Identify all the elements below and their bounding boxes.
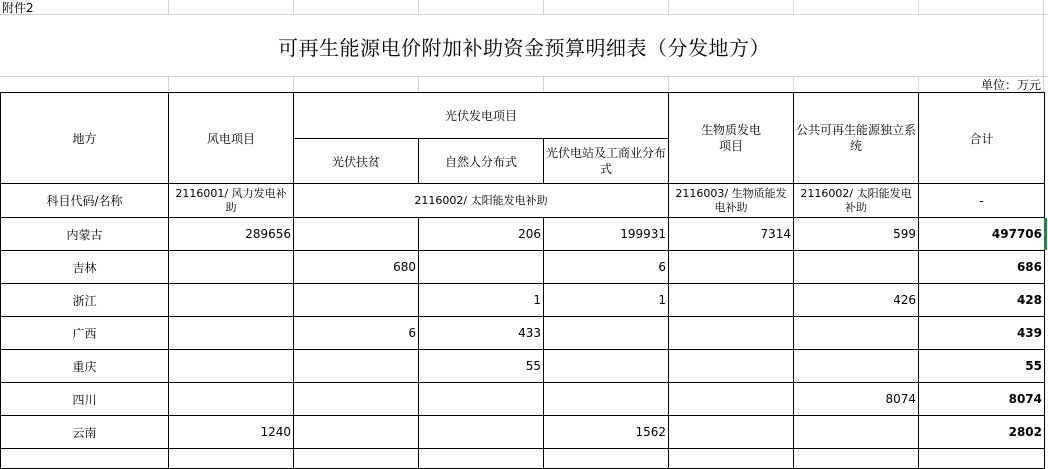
cell-public[interactable]	[794, 317, 919, 350]
header-pv-natural[interactable]: 自然人分布式	[419, 139, 544, 184]
cell-wind[interactable]	[169, 350, 294, 383]
cell-empty[interactable]	[794, 449, 919, 469]
cell-pv-station[interactable]: 6	[544, 251, 669, 284]
cell-biomass[interactable]	[669, 416, 794, 449]
cell-region[interactable]: 浙江	[1, 284, 169, 317]
cell-biomass[interactable]	[669, 284, 794, 317]
unit-label: 单位：万元	[980, 78, 1041, 92]
table-row-partial	[1, 449, 1045, 469]
code-total[interactable]: -	[919, 184, 1045, 218]
cell-wind[interactable]	[169, 317, 294, 350]
code-public[interactable]: 2116002/ 太阳能发电补助	[794, 184, 919, 218]
cell-pv-station[interactable]	[544, 317, 669, 350]
code-row-label[interactable]: 科目代码/名称	[1, 184, 169, 218]
code-pv[interactable]: 2116002/ 太阳能发电补助	[294, 184, 669, 218]
cell-biomass[interactable]	[669, 350, 794, 383]
cell-wind[interactable]	[169, 284, 294, 317]
table-row	[1, 218, 1045, 251]
cell-region[interactable]: 四川	[1, 383, 169, 416]
table-row	[1, 383, 1045, 416]
cell-total[interactable]: 439	[919, 317, 1045, 350]
header-wind[interactable]: 风电项目	[169, 93, 294, 184]
cell-public[interactable]	[794, 350, 919, 383]
table-row	[1, 416, 1045, 449]
cell-public[interactable]: 426	[794, 284, 919, 317]
cell-pv-poverty[interactable]: 680	[294, 251, 419, 284]
table-row	[1, 284, 1045, 317]
header-pv-station[interactable]: 光伏电站及工商业分布式	[544, 139, 669, 184]
cell-pv-station[interactable]: 1562	[544, 416, 669, 449]
cell-public[interactable]: 599	[794, 218, 919, 251]
header-total[interactable]: 合计	[919, 93, 1045, 184]
page-title: 可再生能源电价附加补助资金预算明细表（分发地方）	[278, 36, 770, 60]
cell-pv-natural[interactable]	[419, 416, 544, 449]
cell-pv-poverty[interactable]	[294, 218, 419, 251]
cell-total[interactable]: 497706	[919, 218, 1045, 251]
header-region[interactable]: 地方	[1, 93, 169, 184]
cell-pv-poverty[interactable]	[294, 350, 419, 383]
cell-total[interactable]: 55	[919, 350, 1045, 383]
code-biomass[interactable]: 2116003/ 生物质能发电补助	[669, 184, 794, 218]
cell-pv-natural[interactable]	[419, 383, 544, 416]
cell-pv-poverty[interactable]: 6	[294, 317, 419, 350]
cell-empty[interactable]	[669, 449, 794, 469]
cell-public[interactable]	[794, 416, 919, 449]
selection-border-marker	[1044, 218, 1047, 250]
cell-public[interactable]	[794, 251, 919, 284]
cell-wind[interactable]	[169, 383, 294, 416]
cell-wind[interactable]: 1240	[169, 416, 294, 449]
header-biomass[interactable]: 生物质发电项目	[669, 93, 794, 184]
cell-wind[interactable]: 289656	[169, 218, 294, 251]
cell-pv-poverty[interactable]	[294, 383, 419, 416]
cell-empty[interactable]	[419, 449, 544, 469]
cell-biomass[interactable]: 7314	[669, 218, 794, 251]
cell-pv-natural[interactable]: 206	[419, 218, 544, 251]
cell-empty[interactable]	[169, 449, 294, 469]
cell-region[interactable]: 重庆	[1, 350, 169, 383]
cell-pv-station[interactable]: 199931	[544, 218, 669, 251]
table-row	[1, 317, 1045, 350]
header-public[interactable]: 公共可再生能源独立系统	[794, 93, 919, 184]
cell-region[interactable]: 广西	[1, 317, 169, 350]
cell-empty[interactable]	[919, 449, 1045, 469]
cell-pv-natural[interactable]: 433	[419, 317, 544, 350]
cell-pv-poverty[interactable]	[294, 416, 419, 449]
cell-total[interactable]: 8074	[919, 383, 1045, 416]
cell-pv-poverty[interactable]	[294, 284, 419, 317]
code-row	[1, 184, 1045, 218]
cell-pv-station[interactable]: 1	[544, 284, 669, 317]
cell-empty[interactable]	[294, 449, 419, 469]
cell-pv-natural[interactable]: 55	[419, 350, 544, 383]
cell-biomass[interactable]	[669, 317, 794, 350]
table-row	[1, 350, 1045, 383]
cell-empty[interactable]	[544, 449, 669, 469]
cell-region[interactable]: 吉林	[1, 251, 169, 284]
cell-pv-natural[interactable]	[419, 251, 544, 284]
cell-total[interactable]: 428	[919, 284, 1045, 317]
cell-total[interactable]: 2802	[919, 416, 1045, 449]
cell-wind[interactable]	[169, 251, 294, 284]
cell-total[interactable]: 686	[919, 251, 1045, 284]
annex-label: 附件2	[2, 1, 34, 15]
cell-biomass[interactable]	[669, 383, 794, 416]
cell-public[interactable]: 8074	[794, 383, 919, 416]
cell-pv-natural[interactable]: 1	[419, 284, 544, 317]
header-pv-group[interactable]: 光伏发电项目	[294, 93, 669, 139]
header-row-1	[1, 93, 1045, 139]
cell-pv-station[interactable]	[544, 383, 669, 416]
budget-table	[0, 92, 1045, 469]
table-row	[1, 251, 1045, 284]
cell-empty[interactable]	[1, 449, 169, 469]
cell-region[interactable]: 云南	[1, 416, 169, 449]
header-pv-poverty[interactable]: 光伏扶贫	[294, 139, 419, 184]
cell-biomass[interactable]	[669, 251, 794, 284]
cell-region[interactable]: 内蒙古	[1, 218, 169, 251]
cell-pv-station[interactable]	[544, 350, 669, 383]
code-wind[interactable]: 2116001/ 风力发电补助	[169, 184, 294, 218]
